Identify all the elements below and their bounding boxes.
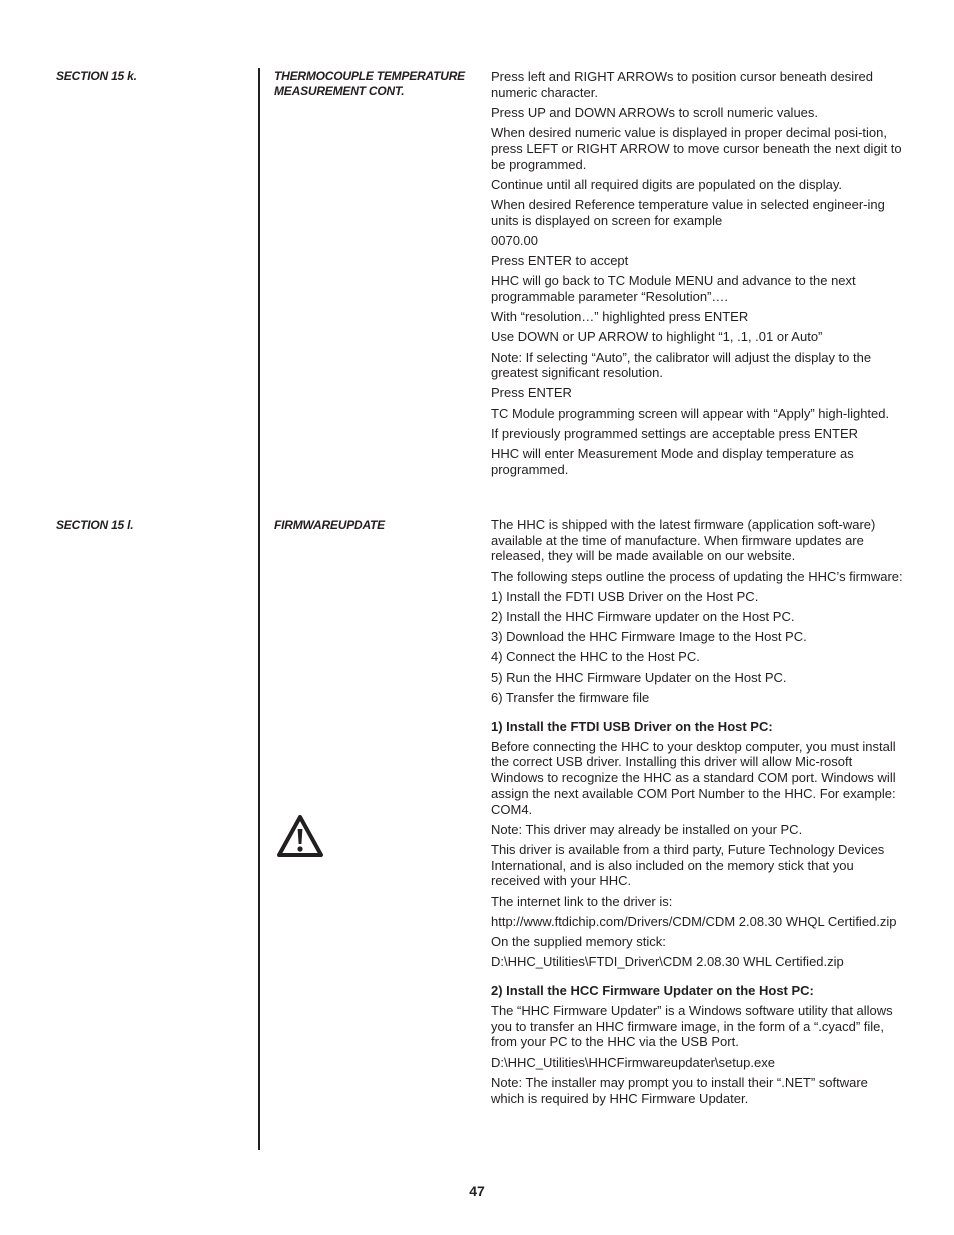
paragraph: The “HHC Firmware Updater” is a Windows software utility that allows you to transfer an HHC firmware image, in the form of a “.cyacd” file, from your PC to the HHC via the USB Port.	[491, 1003, 893, 1050]
paragraph: D:\HHC_Utilities\HHCFirmwareupdater\setup.exe	[491, 1054, 775, 1070]
paragraph: The following steps outline the process of updating the HHC’s firmware:	[491, 568, 903, 584]
section-body	[491, 517, 903, 1111]
paragraph: Press left and RIGHT ARROWs to position cursor beneath desired numeric character.	[491, 69, 873, 100]
paragraph: Continue until all required digits are populated on the display.	[491, 176, 842, 192]
paragraph: On the supplied memory stick:	[491, 933, 666, 949]
paragraph: The internet link to the driver is:	[491, 893, 673, 909]
section-body	[491, 69, 903, 482]
paragraph: http://www.ftdichip.com/Drivers/CDM/CDM 2.08.30 WHQL Certified.zip	[491, 913, 897, 929]
paragraph: HHC will go back to TC Module MENU and advance to the next programmable parameter “Resolution”….	[491, 273, 856, 304]
section-label: SECTION 15 l.	[56, 518, 134, 532]
paragraph: This driver is available from a third party, Future Technology Devices International, and is also included on the memory stick that you received with your HHC.	[491, 841, 885, 889]
paragraph: When desired Reference temperature value in selected engineer-ing units is displayed on screen for example	[491, 196, 885, 228]
paragraph: Note: The installer may prompt you to install their “.NET” software which is required by HHC Firmware Updater.	[491, 1074, 868, 1106]
paragraph: Note: If selecting “Auto”, the calibrator will adjust the display to the greatest significant resolution.	[491, 349, 872, 381]
paragraph: Press ENTER	[491, 385, 572, 401]
paragraph: Press UP and DOWN ARROWs to scroll numeric values.	[491, 104, 819, 120]
paragraph: With “resolution…” highlighted press ENTER	[491, 309, 749, 325]
paragraph: D:\HHC_Utilities\FTDI_Driver\CDM 2.08.30 WHL Certified.zip	[491, 954, 844, 970]
step-heading: 1) Install the FTDI USB Driver on the Host PC:	[491, 718, 773, 734]
step-heading: 2) Install the HCC Firmware Updater on the Host PC:	[491, 982, 814, 998]
paragraph: 0070.00	[491, 232, 538, 248]
list-item: 4) Connect the HHC to the Host PC.	[491, 649, 700, 665]
list-item: 3) Download the HHC Firmware Image to the Host PC.	[491, 629, 807, 645]
paragraph: Note: This driver may already be installed on your PC.	[491, 821, 803, 837]
section-title: FIRMWAREUPDATE	[274, 518, 385, 532]
paragraph: Before connecting the HHC to your desktop computer, you must install the correct USB driver. Installing this driver will allow Mic-rosoft Windows to recognize the HHC as a standard COM port. Windows will assign the next available COM Port Number to the HHC. For example: COM4.	[491, 738, 896, 817]
paragraph: The HHC is shipped with the latest firmware (application soft-ware) available at the time of manufacture. When firmware updates are released, they will be made available on our website.	[491, 517, 876, 564]
paragraph: If previously programmed settings are acceptable press ENTER	[491, 425, 859, 441]
paragraph: When desired numeric value is displayed in proper decimal posi-tion, press LEFT or RIGHT ARROW to move cursor beneath the next digit to be programmed.	[491, 125, 902, 172]
list-item: 5) Run the HHC Firmware Updater on the Host PC.	[491, 669, 787, 685]
list-item: 2) Install the HHC Firmware updater on the Host PC.	[491, 609, 795, 625]
column-divider	[258, 68, 260, 1150]
paragraph: TC Module programming screen will appear with “Apply” high-lighted.	[491, 405, 890, 421]
page-number: 47	[469, 1183, 485, 1199]
list-item: 1) Install the FDTI USB Driver on the Host PC.	[491, 588, 759, 604]
paragraph: HHC will enter Measurement Mode and display temperature as programmed.	[491, 446, 854, 477]
warning-triangle-icon	[276, 814, 324, 858]
paragraph: Press ENTER to accept	[491, 253, 629, 269]
paragraph: Use DOWN or UP ARROW to highlight “1, .1, .01 or Auto”	[491, 329, 823, 345]
section-label: SECTION 15 k.	[56, 69, 137, 83]
list-item: 6) Transfer the firmware file	[491, 689, 650, 705]
section-title: THERMOCOUPLE TEMPERATURE MEASUREMENT CONT.	[274, 69, 465, 98]
